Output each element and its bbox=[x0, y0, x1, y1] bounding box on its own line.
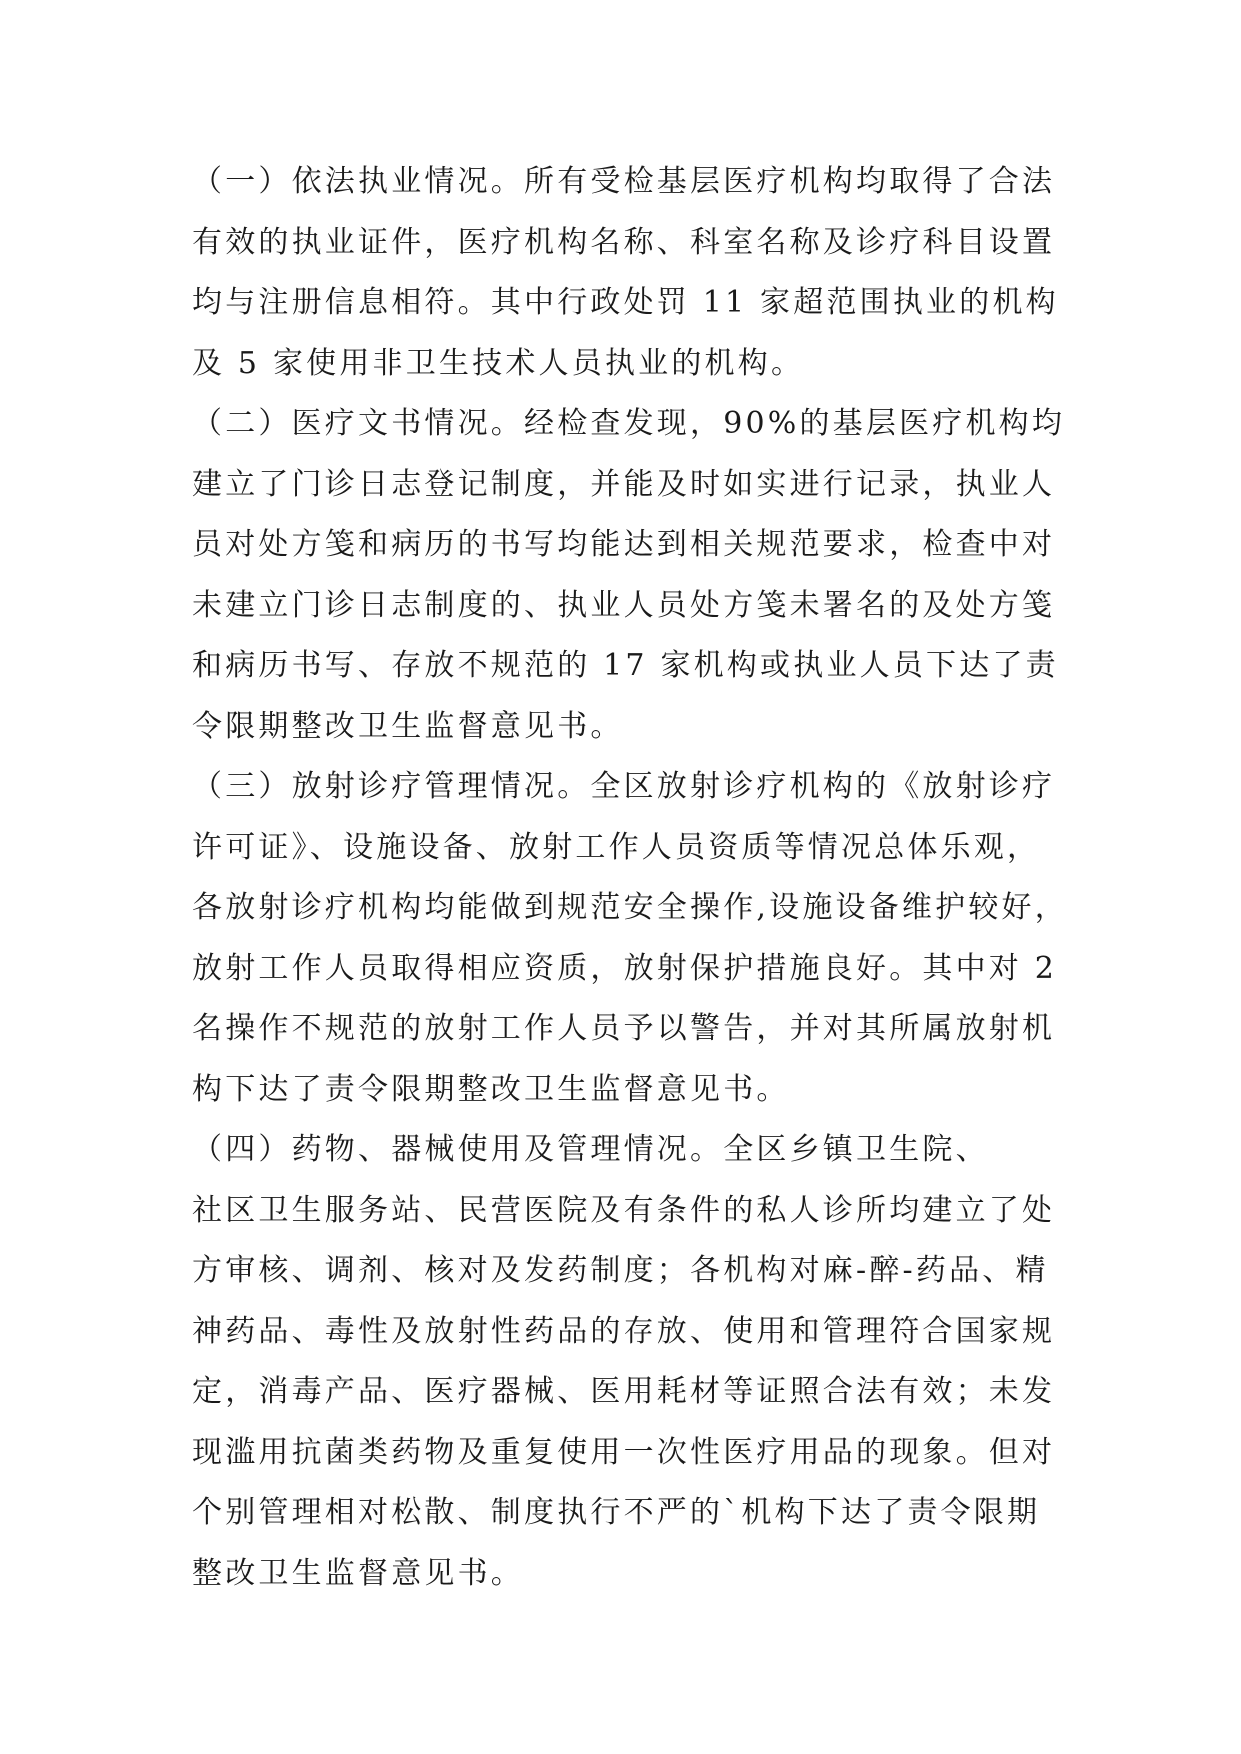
paragraph-4-line: 个别管理相对松散、制度执行不严的`机构下达了责令限期 bbox=[192, 1495, 1041, 1530]
paragraph-2-line: 员对处方笺和病历的书写均能达到相关规范要求，检查中对 bbox=[192, 527, 1056, 562]
paragraph-1-line: （一）依法执业情况。所有受检基层医疗机构均取得了合法 bbox=[192, 164, 1056, 199]
paragraph-2-line: 和病历书写、存放不规范的 17 家机构或执业人员下达了责 bbox=[192, 648, 1059, 683]
paragraph-2-line: （二）医疗文书情况。经检查发现，90%的基层医疗机构均 bbox=[192, 406, 1066, 441]
paragraph-4-line: 神药品、毒性及放射性药品的存放、使用和管理符合国家规 bbox=[192, 1313, 1056, 1349]
paragraph-4-line: 方审核、调剂、核对及发药制度；各机构对麻-醉-药品、精 bbox=[192, 1253, 1049, 1288]
paragraph-3-line: 许可证》、设施设备、放射工作人员资质等情况总体乐观， bbox=[192, 829, 1041, 865]
document-body bbox=[192, 152, 1072, 1604]
paragraph-3-line: 各放射诊疗机构均能做到规范安全操作,设施设备维护较好， bbox=[192, 890, 1068, 925]
paragraph-4-line: 社区卫生服务站、民营医院及有条件的私人诊所均建立了处 bbox=[192, 1192, 1056, 1228]
paragraph-2-line: 未建立门诊日志制度的、执业人员处方笺未署名的及处方笺 bbox=[192, 587, 1056, 623]
paragraph-2-line: 建立了门诊日志登记制度，并能及时如实进行记录，执业人 bbox=[192, 466, 1056, 502]
paragraph-3-line: 放射工作人员取得相应资质，放射保护措施良好。其中对 2 bbox=[192, 950, 1058, 986]
paragraph-4-line: 定，消毒产品、医疗器械、医用耗材等证照合法有效；未发 bbox=[192, 1374, 1056, 1409]
paragraph-4-line: 整改卫生监督意见书。 bbox=[192, 1555, 524, 1591]
paragraph-3-line: （三）放射诊疗管理情况。全区放射诊疗机构的《放射诊疗 bbox=[192, 769, 1056, 804]
paragraph-1-line: 均与注册信息相符。其中行政处罚 11 家超范围执业的机构 bbox=[192, 285, 1059, 320]
paragraph-3-line: 名操作不规范的放射工作人员予以警告，并对其所属放射机 bbox=[192, 1011, 1056, 1046]
paragraph-1-line: 有效的执业证件，医疗机构名称、科室名称及诊疗科目设置 bbox=[192, 224, 1056, 260]
paragraph-4-line: 现滥用抗菌类药物及重复使用一次性医疗用品的现象。但对 bbox=[192, 1434, 1056, 1470]
paragraph-3-line: 构下达了责令限期整改卫生监督意见书。 bbox=[192, 1071, 790, 1107]
paragraph-4-line: （四）药物、器械使用及管理情况。全区乡镇卫生院、 bbox=[192, 1132, 989, 1167]
paragraph-2-line: 令限期整改卫生监督意见书。 bbox=[192, 708, 624, 744]
paragraph-1-line: 及 5 家使用非卫生技术人员执业的机构。 bbox=[192, 345, 805, 381]
